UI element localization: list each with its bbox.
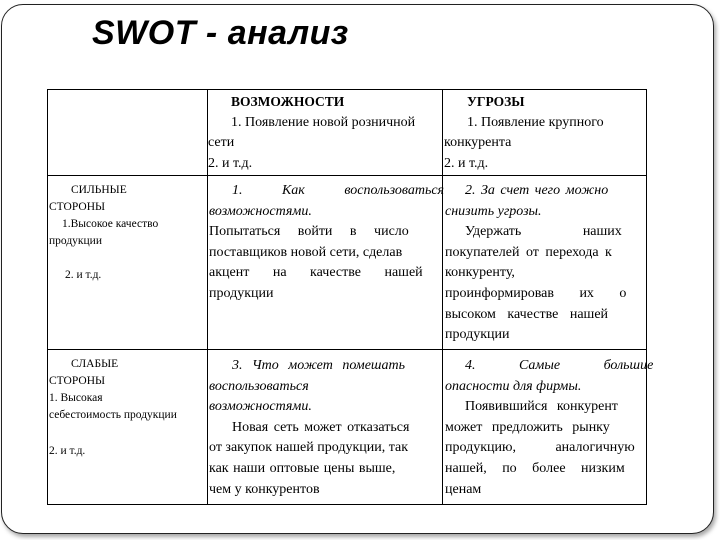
weaknesses-item-1: 1. Высокая	[49, 392, 103, 404]
strengths-item-1: 1.Высокое качество	[62, 218, 159, 230]
st-answer-3: конкуренту,	[445, 265, 515, 281]
wo-strategy-cell	[209, 356, 441, 500]
column-divider-right	[442, 90, 443, 504]
st-question-1: 2. За счет чего можно	[465, 183, 609, 198]
wt-answer-5: ценам	[445, 481, 482, 497]
wt-strategy-cell	[445, 356, 654, 500]
opportunities-item-1: 1. Появление новой розничной	[231, 114, 416, 130]
row-divider-header	[48, 175, 646, 176]
wo-question-2: воспользоваться	[209, 378, 309, 394]
so-answer-2: поставщиков новой сети, сделав	[209, 244, 403, 260]
so-question-text: 1. Как воспользоваться	[232, 183, 445, 198]
so-answer-3: акцент на качестве нашей	[209, 265, 423, 281]
strengths-item-2: 2. и т.д.	[65, 269, 102, 281]
opportunities-header-cell	[208, 92, 442, 174]
opportunities-title: ВОЗМОЖНОСТИ	[231, 94, 345, 109]
wo-answer-2: от закупок нашей продукции, так	[209, 440, 409, 456]
strengths-title-2: СТОРОНЫ	[49, 201, 106, 213]
page-title: SWOT - анализ	[92, 14, 349, 52]
st-strategy-cell	[445, 181, 645, 346]
so-answer-1: Попытаться войти в число	[209, 224, 409, 240]
wo-answer-3: как наши оптовые цены выше,	[209, 460, 396, 476]
wt-answer-1: Появившийся конкурент	[465, 399, 618, 415]
weaknesses-item-1-cont: себестоимость продукции	[49, 409, 177, 421]
st-answer-5: высоком качестве нашей	[445, 306, 609, 322]
weaknesses-title-2: СТОРОНЫ	[49, 375, 106, 387]
so-strategy-cell	[209, 181, 445, 305]
wt-question-1: 4. Самые большие	[465, 358, 654, 373]
wo-answer-4: чем у конкурентов	[209, 481, 320, 497]
strengths-cell	[49, 182, 205, 284]
wo-question-1: 3. Что может помешать	[232, 358, 405, 373]
st-answer-6: продукции	[445, 327, 510, 343]
weaknesses-title-1: СЛАБЫЕ	[71, 358, 119, 370]
wo-answer-1: Новая сеть может отказаться	[232, 419, 410, 435]
threats-item-1-cont: конкурента	[444, 135, 512, 151]
wt-question-2: опасности для фирмы.	[445, 378, 582, 394]
wt-answer-4: нашей, по более низким	[445, 460, 625, 476]
st-answer-4: проинформировав их о	[445, 285, 627, 301]
threats-item-1: 1. Появление крупного	[467, 114, 604, 130]
opportunities-item-1-cont: сети	[208, 135, 235, 151]
strengths-item-1-cont: продукции	[49, 235, 102, 247]
so-question-2: возможностями.	[209, 203, 312, 219]
opportunities-item-2: 2. и т.д.	[208, 155, 253, 171]
so-question-1	[209, 181, 445, 202]
threats-title: УГРОЗЫ	[467, 94, 525, 109]
st-answer-1: Удержать наших	[465, 224, 622, 240]
wo-question-3: возможностями.	[209, 399, 312, 415]
weaknesses-item-2: 2. и т.д.	[49, 445, 86, 457]
threats-item-2: 2. и т.д.	[444, 155, 489, 171]
so-answer-4: продукции	[209, 285, 274, 301]
strengths-title-1: СИЛЬНЫЕ	[71, 184, 127, 196]
row-divider-middle	[48, 349, 646, 350]
wt-answer-2: может предложить рынку	[445, 419, 610, 435]
wt-answer-3: продукцию, аналогичную	[445, 440, 635, 456]
threats-header-cell	[444, 92, 646, 174]
weaknesses-cell	[49, 356, 205, 460]
st-question-2: снизить угрозы.	[445, 203, 542, 219]
st-answer-2: покупателей от перехода к	[445, 244, 612, 260]
swot-table	[47, 89, 654, 505]
